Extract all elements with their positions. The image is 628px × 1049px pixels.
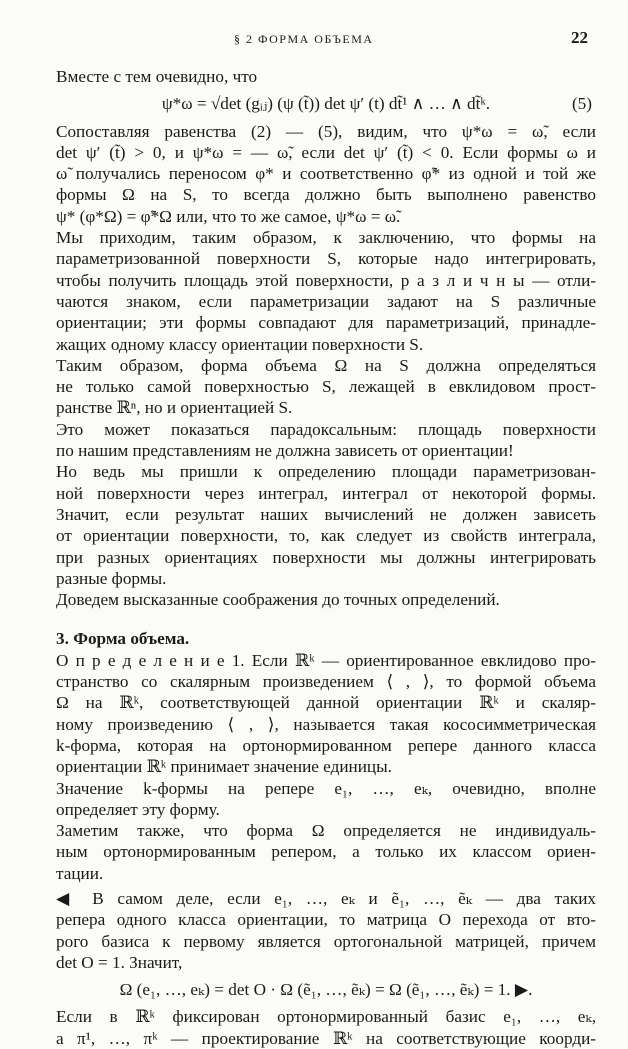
text-line: рого базиса к первому является ортогональной матрицей, причем [56, 931, 596, 951]
text-line: Значит, если результат наших вычислений не должен зависеть [56, 504, 596, 524]
text-line: странство со скалярным произведением ⟨ , ⟩, то формой объема [56, 672, 596, 692]
text-line: ψ* (φ*Ω) = φ̃*Ω или, что то же самое, ψ*ω = ω̃. [56, 206, 401, 226]
text-line: по нашим представлениям не должна зависеть от ориентации! [56, 441, 514, 461]
text-line: не только самой поверхностью S, лежащей в евклидовом прост- [56, 377, 596, 397]
page-body [56, 66, 596, 1049]
text-line: ной поверхности через интеграл, интеграл от некоторой формы. [56, 483, 596, 503]
text-line: ранстве ℝⁿ, но и ориентацией S. [56, 398, 293, 418]
text-line: Доведем высказанные соображения до точных определений. [56, 590, 500, 610]
text-line: Заметим также, что форма Ω определяется не индивидуаль- [56, 821, 596, 841]
text-line: ному произведению ⟨ , ⟩, называется такая кососимметрическая [56, 714, 596, 734]
definition-line: О п р е д е л е н и е 1. Если ℝᵏ — ориентированное евклидово про- [56, 650, 596, 670]
running-head: § 2 ФОРМА ОБЪЕМА [234, 32, 374, 46]
text-line: тации. [56, 863, 104, 883]
equation-number: (5) [571, 94, 592, 114]
text-line: чтобы получить площадь этой поверхности, р а з л и ч н ы — отли- [56, 270, 596, 290]
text-line: репера одного класса ориентации, то матрица O перехода от вто- [56, 910, 596, 930]
text-line: от ориентации поверхности, то, как следует из свойств интеграла, [56, 526, 596, 546]
formula-5 [56, 93, 596, 114]
text-line: а π¹, …, πᵏ — проектирование ℝᵏ на соответствующие коорди- [56, 1028, 596, 1048]
text-line: Но ведь мы пришли к определению площади параметризован- [56, 462, 596, 482]
text-line: разные формы. [56, 568, 167, 588]
proof-line: ◀ В самом деле, если e₁, …, eₖ и ẽ₁, …, ẽₖ — два таких [56, 888, 596, 908]
text-line: чаются знаком, если параметризации задают на S различные [56, 291, 596, 311]
text-line: Мы приходим, таким образом, к заключению, что формы на [56, 228, 596, 248]
text-line: Сопоставляя равенства (2) — (5), видим, что ψ*ω = ω̃, если [56, 121, 596, 141]
text-line: Если в ℝᵏ фиксирован ортонормированный базис e₁, …, eₖ, [56, 1007, 596, 1027]
text-line: определяет эту форму. [56, 799, 220, 819]
text-line: Ω на ℝᵏ, соответствующей данной ориентации ℝᵏ и скаляр- [56, 693, 596, 713]
text-line: Значение k-формы на репере e₁, …, eₖ, очевидно, вполне [56, 778, 596, 798]
text-line: det ψ′ (t̃) > 0, и ψ*ω = — ω̃, если det ψ′ (t̃) < 0. Если формы ω и [56, 142, 596, 162]
text-line: ω̃ получались переносом φ* и соответственно φ̃* из одной и той же [56, 164, 596, 184]
text-line: ориентации ℝᵏ принимает значение единицы. [56, 757, 392, 777]
section-title: 3. Форма объема. [56, 629, 190, 649]
text-line: ным ортонормированным репером, а только их классом ориен- [56, 842, 596, 862]
text-line: Вместе с тем очевидно, что [56, 67, 258, 86]
text-line: Таким образом, форма объема Ω на S должна определяться [56, 355, 596, 375]
text-line: при разных ориентациях поверхности мы должны интегрировать [56, 547, 596, 567]
text-line: k-форма, которая на ортонормированном репере данного класса [56, 735, 596, 755]
text-line: формы Ω на S, то всегда должно быть выполнено равенство [56, 185, 596, 205]
text-line: det O = 1. Значит, [56, 952, 183, 972]
formula-proof: Ω (e₁, …, eₖ) = det O · Ω (ẽ₁, …, ẽₖ) = Ω (ẽ₁, …, ẽₖ) = 1. ▶. [119, 980, 533, 1000]
text-line: Это может показаться парадоксальным: площадь поверхности [56, 419, 596, 439]
formula-text: ψ*ω = √det (gᵢⱼ) (ψ (t̃)) det ψ′ (t) dt̃¹ ∧ … ∧ dt̃ᵏ. [161, 94, 491, 114]
page-number: 22 [571, 28, 588, 47]
text-line: жащих одному классу ориентации поверхности S. [56, 334, 424, 354]
text-line: ориентации; эти формы совпадают для параметризаций, принадле- [56, 313, 596, 333]
page-header [0, 26, 628, 50]
text-line: параметризованной поверхности S, которые надо интегрировать, [56, 249, 596, 269]
